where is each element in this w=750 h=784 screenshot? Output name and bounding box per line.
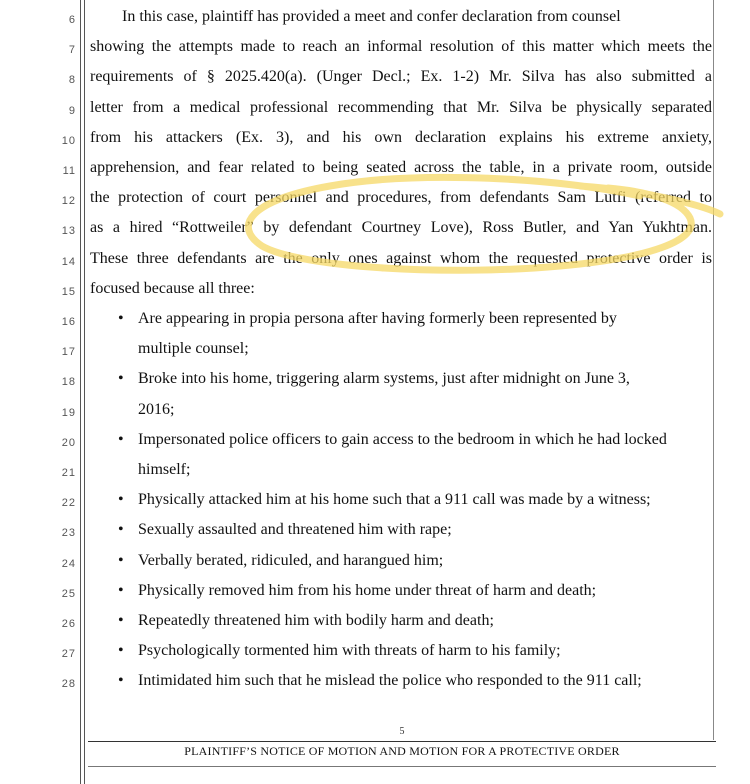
line-number: 27 (61, 648, 76, 661)
bullet-glyph: • (118, 642, 124, 660)
line-number: 23 (61, 527, 76, 540)
bullet-item-line: Intimidated him such that he mislead the police who responded to the 911 call; (138, 672, 642, 690)
paragraph-line: focused because all three: (90, 279, 255, 297)
bullet-item-line: Broke into his home, triggering alarm systems, just after midnight on June 3, (138, 370, 630, 388)
line-number: 28 (61, 678, 76, 691)
line-number: 13 (61, 225, 76, 238)
bullet-item-line: Impersonated police officers to gain access to the bedroom in which he had locked (138, 430, 667, 448)
line-number: 14 (61, 255, 76, 268)
paragraph-line: showing the attempts made to reach an informal resolution of this matter which meets the (90, 38, 712, 56)
paragraph-line: the protection of court personnel and procedures, from defendants Sam Lutfi (referred to (90, 189, 712, 207)
bullet-item-line: Verbally berated, ridiculed, and harangued him; (138, 551, 444, 569)
paragraph-line: apprehension, and fear related to being seated across the table, in a private room, outside (90, 159, 712, 176)
bullet-item-line: Sexually assaulted and threatened him with rape; (138, 521, 452, 539)
bullet-glyph: • (118, 581, 124, 599)
line-number: 7 (68, 44, 76, 57)
bullet-item-line: himself; (138, 461, 191, 478)
bullet-glyph: • (118, 491, 124, 509)
paragraph-line: requirements of § 2025.420(a). (Unger Decl.; Ex. 1-2) Mr. Silva has also submitted a (90, 68, 712, 86)
footer-caption: PLAINTIFF’S NOTICE OF MOTION AND MOTION FOR A PROTECTIVE ORDER (184, 744, 620, 758)
line-number: 8 (68, 74, 76, 87)
bullet-item-line: multiple counsel; (138, 340, 249, 358)
line-number: 10 (61, 134, 76, 147)
page-number: 5 (399, 726, 405, 737)
bullet-item-line: Are appearing in propia persona after having formerly been represented by (138, 310, 617, 327)
line-number: 25 (61, 587, 76, 600)
right-margin-rule (713, 0, 714, 740)
paragraph-line: These three defendants are the only ones against whom the requested protective order is (90, 249, 712, 267)
bullet-item-line: Physically removed him from his home under threat of harm and death; (138, 581, 597, 599)
line-number: 11 (62, 165, 76, 177)
line-number: 15 (61, 285, 76, 298)
left-margin-rule (80, 0, 81, 784)
footer-rule (88, 741, 716, 742)
paragraph-line: In this case, plaintiff has provided a meet and confer declaration from counsel (90, 8, 621, 25)
bullet-glyph: • (118, 521, 124, 539)
line-number: 6 (68, 14, 76, 26)
bullet-glyph: • (118, 551, 124, 569)
line-number: 16 (61, 316, 76, 328)
bullet-item-line: Physically attacked him at his home such that a 911 call was made by a witness; (138, 491, 651, 509)
line-number: 22 (61, 497, 76, 510)
bullet-item-line: 2016; (138, 400, 175, 418)
paragraph-line: as a hired “Rottweiler” by defendant Courtney Love), Ross Butler, and Yan Yukhtman. (90, 219, 712, 237)
line-number: 9 (68, 104, 76, 117)
bullet-glyph: • (118, 672, 124, 690)
paragraph-line: from his attackers (Ex. 3), and his own declaration explains his extreme anxiety, (90, 128, 712, 146)
bullet-glyph: • (118, 430, 124, 448)
line-number: 20 (61, 436, 76, 449)
line-number: 18 (61, 376, 76, 389)
bullet-item-line: Repeatedly threatened him with bodily harm and death; (138, 612, 494, 629)
bullet-glyph: • (118, 612, 124, 629)
line-number: 17 (61, 346, 76, 359)
bullet-item-line: Psychologically tormented him with threats of harm to his family; (138, 642, 561, 660)
bullet-glyph: • (118, 310, 124, 327)
line-number: 26 (61, 618, 76, 630)
paragraph-line: letter from a medical professional recommending that Mr. Silva be physically separated (90, 98, 712, 116)
line-number: 12 (61, 195, 76, 208)
footer-rule-bottom (88, 766, 716, 767)
bullet-glyph: • (118, 370, 124, 388)
line-number: 24 (61, 557, 76, 570)
line-number: 21 (61, 467, 76, 479)
left-margin-rule-inner (84, 0, 85, 784)
line-number: 19 (61, 406, 76, 419)
